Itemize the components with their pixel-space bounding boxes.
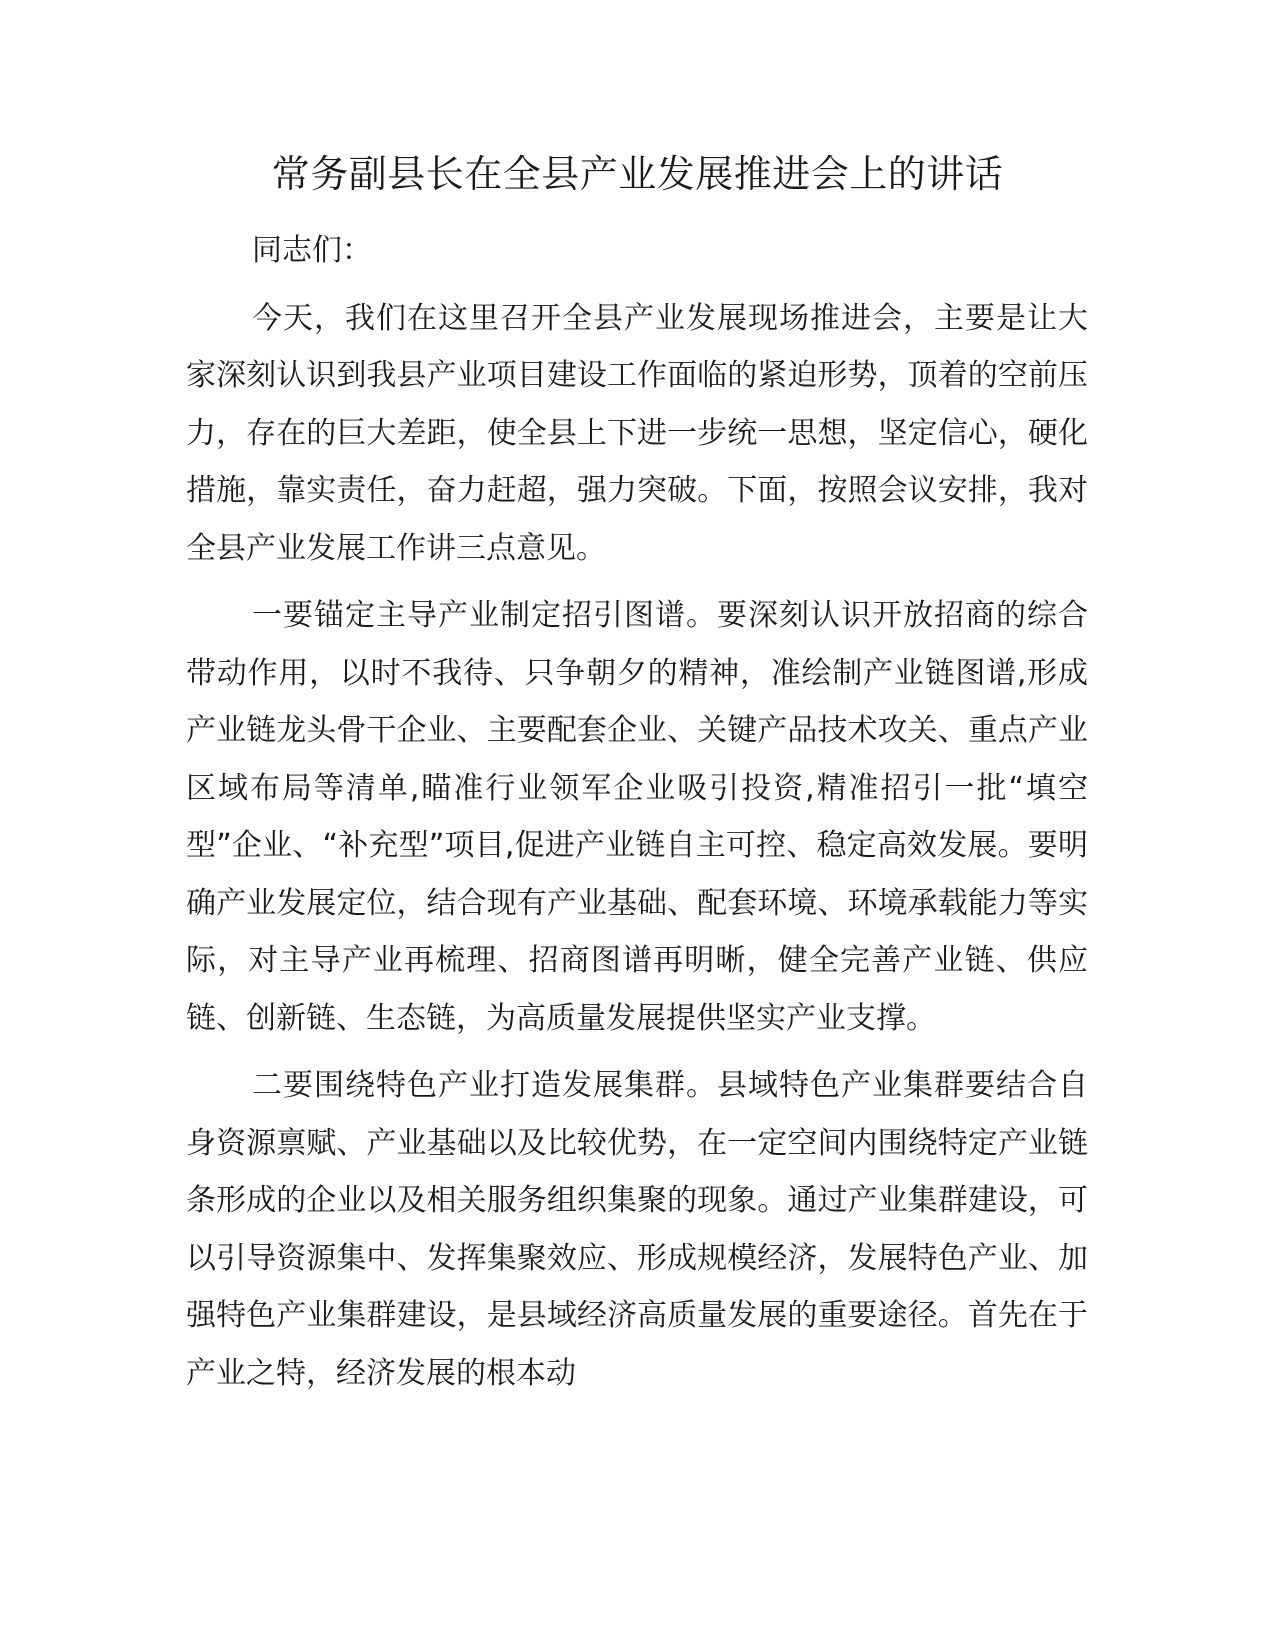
document-body xyxy=(186,222,1088,1412)
paragraph-point-two: 二要围绕特色产业打造发展集群。县域特色产业集群要结合自身资源禀赋、产业基础以及比较优势，在一定空间内围绕特定产业链条形成的企业以及相关服务组织集聚的现象。通过产业集群建设，可以引导资源集中、发挥集聚效应、形成规模经济，发展特色产业、加强特色产业集群建设，是县域经济高质量发展的重要途径。首先在于产业之特，经济发展的根本动 xyxy=(186,1068,1088,1391)
paragraph-intro: 今天，我们在这里召开全县产业发展现场推进会，主要是让大家深刻认识到我县产业项目建设工作面临的紧迫形势，顶着的空前压力，存在的巨大差距，使全县上下进一步统一思想，坚定信心，硬化措施，靠实责任，奋力赶超，强力突破。下面，按照会议安排，我对全县产业发展工作讲三点意见。 xyxy=(186,300,1088,566)
document-title: 常务副县长在全县产业发展推进会上的讲话 xyxy=(271,152,1004,196)
paragraph-point-one: 一要锚定主导产业制定招引图谱。要深刻认识开放招商的综合带动作用，以时不我待、只争朝夕的精神，准绘制产业链图谱,形成产业链龙头骨干企业、主要配套企业、关键产品技术攻关、重点产业区域布局等清单,瞄准行业领军企业吸引投资,精准招引一批“填空型”企业、“补充型”项目,促进产业链自主可控、稳定高效发展。要明确产业发展定位，结合现有产业基础、配套环境、环境承载能力等实际，对主导产业再梳理、招商图谱再明晰，健全完善产业链、供应链、创新链、生态链，为高质量发展提供坚实产业支撑。 xyxy=(186,598,1088,1036)
salutation: 同志们： xyxy=(252,233,372,268)
